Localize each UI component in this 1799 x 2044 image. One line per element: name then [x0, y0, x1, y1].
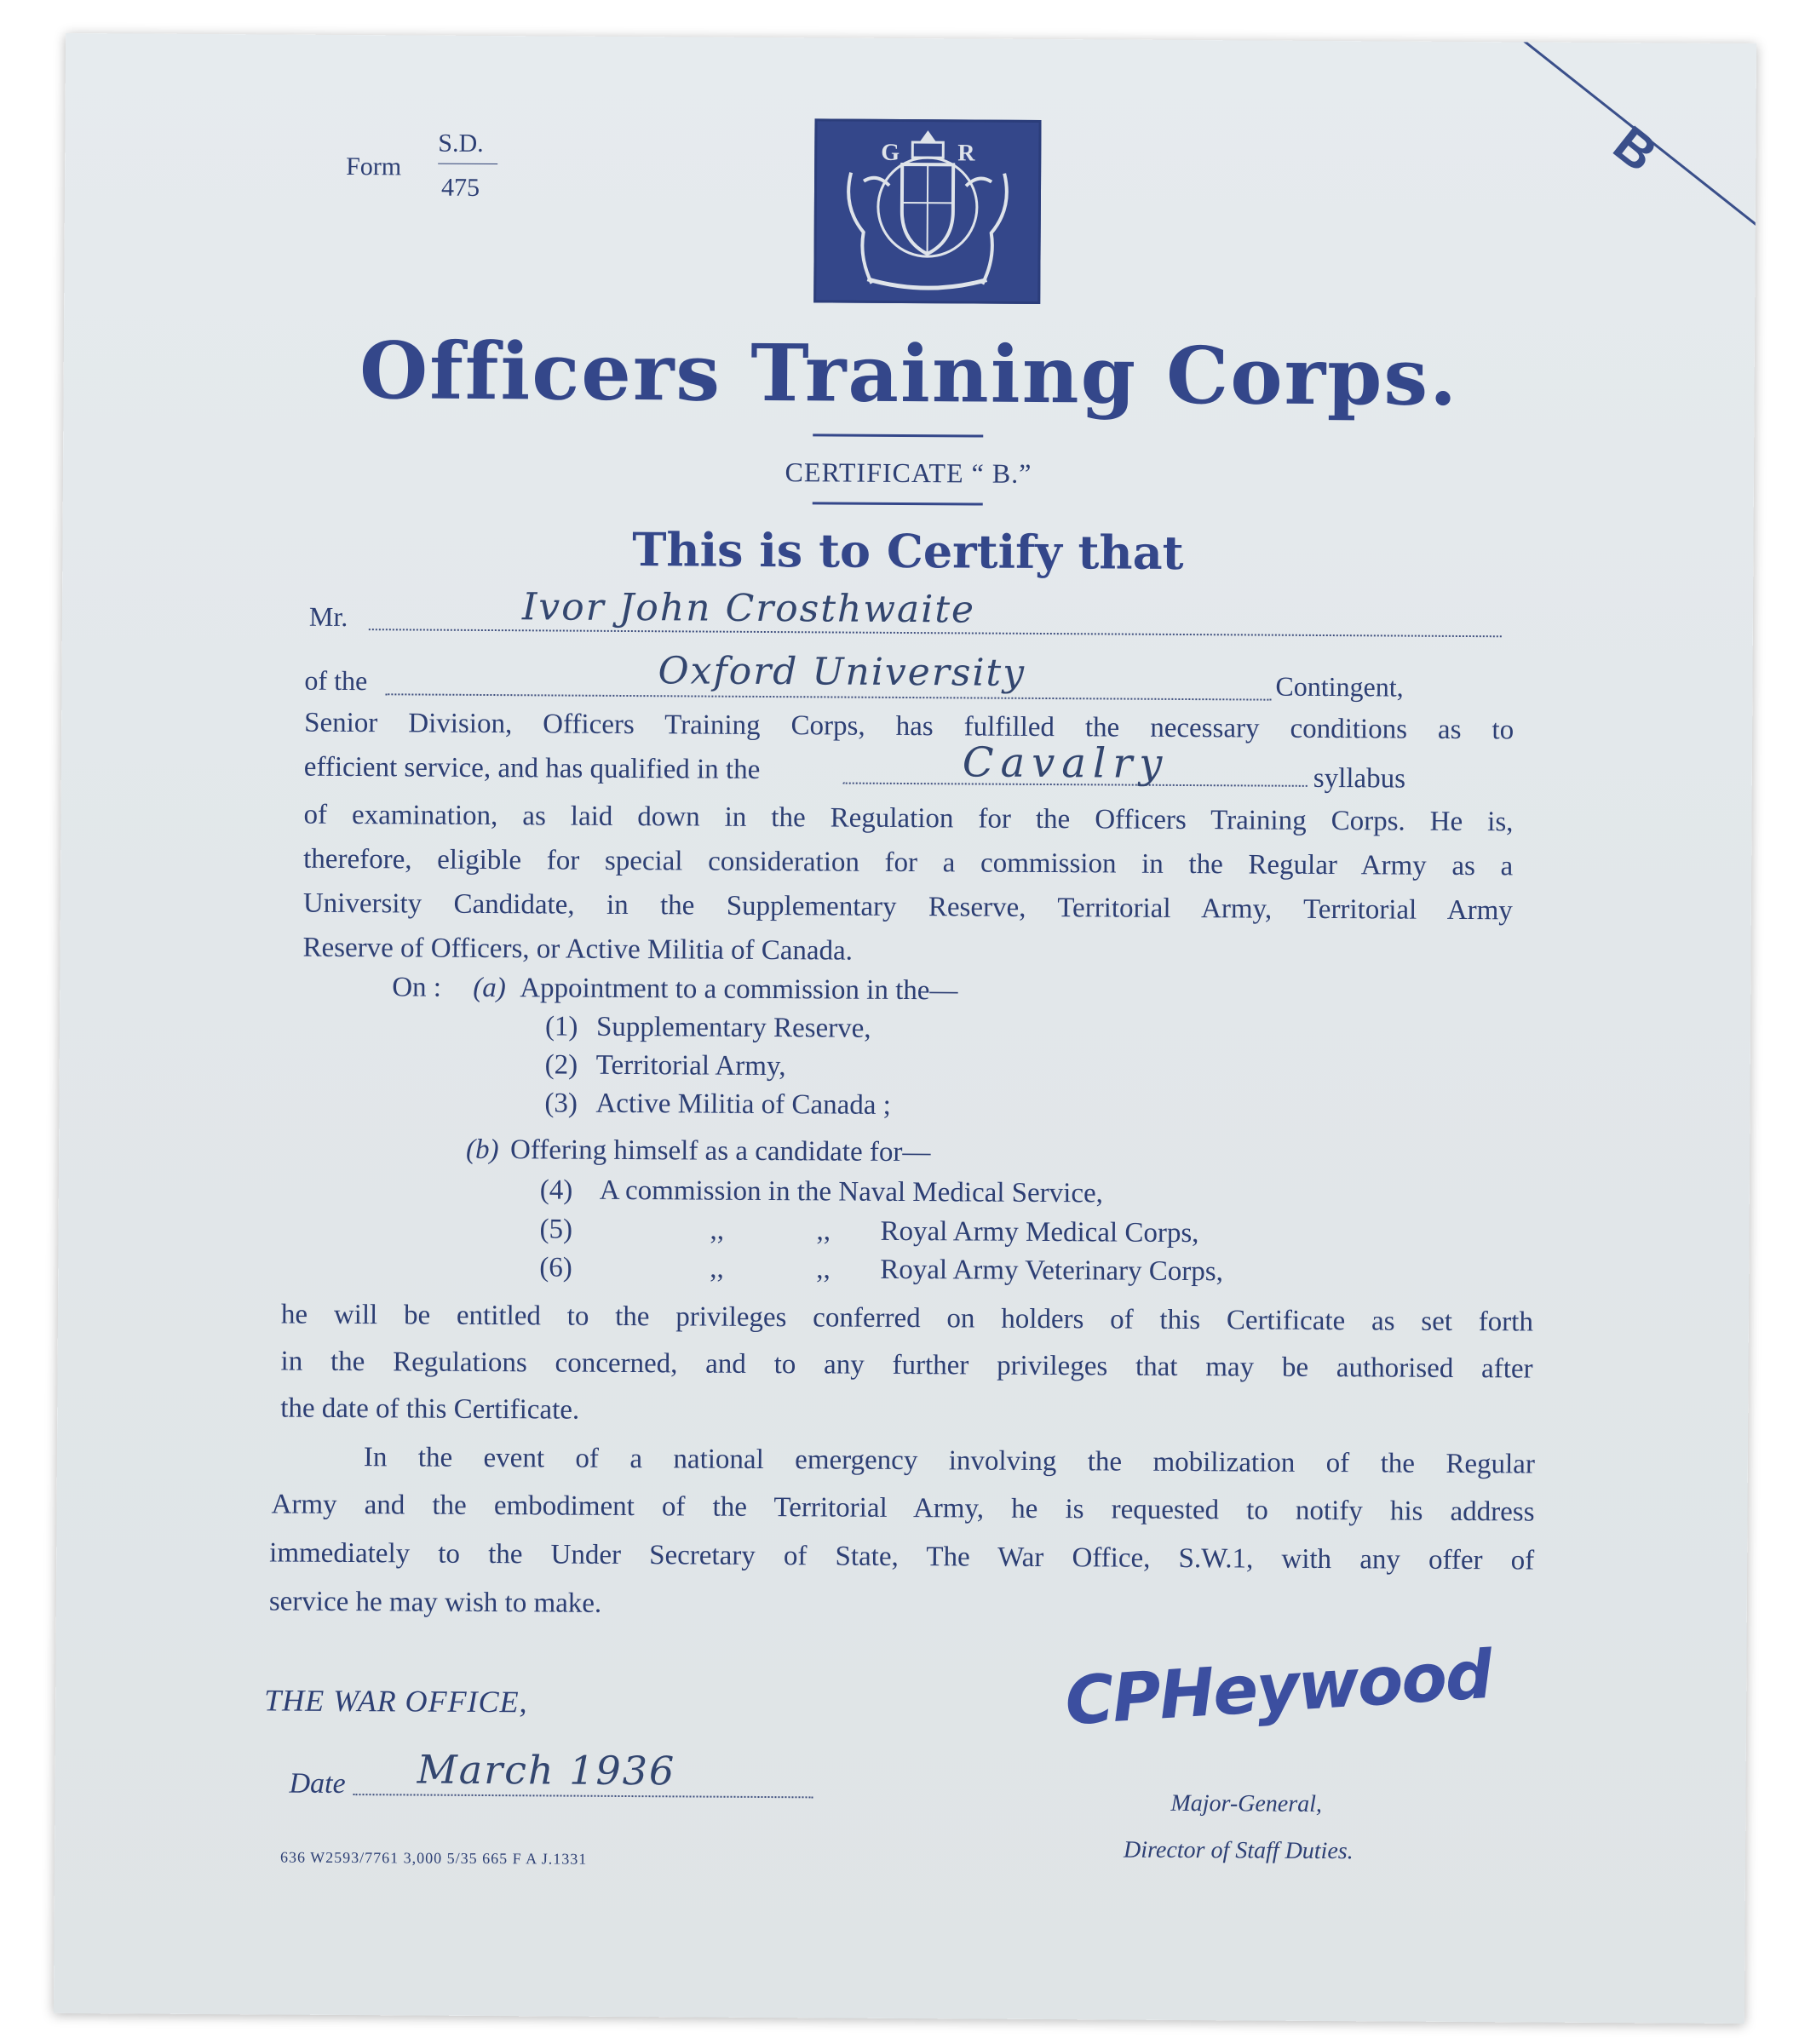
body-line: immediately to the Under Secretary of State, The War Office, S.W.1, with any offer of [269, 1537, 1535, 1576]
clause-item-text: Territorial Army, [595, 1049, 786, 1082]
ditto-mark: ,, [710, 1253, 724, 1284]
document-title: Officers Training Corps. [359, 324, 1459, 423]
date-value: March 1936 [417, 1746, 676, 1794]
body-line: he will be entitled to the privileges conferred on holders of this Certificate as set forth [280, 1299, 1534, 1338]
signatory-title: Director of Staff Duties. [1124, 1836, 1354, 1865]
clause-item-number: (3) [544, 1088, 578, 1119]
clause-item-number: (4) [539, 1174, 573, 1206]
title-divider-bottom [813, 502, 983, 505]
clause-a-text: Appointment to a commission in the— [520, 973, 958, 1007]
form-number-value: 475 [440, 173, 480, 202]
name-value: Ivor John Crosthwaite [521, 585, 976, 632]
clause-a-marker: (a) [473, 972, 506, 1004]
body-line: the date of this Certificate. [280, 1392, 580, 1426]
body-line: of examination, as laid down in the Regulation for the Officers Training Corps. He is, [303, 799, 1514, 838]
body-line: in the Regulations concerned, and to any further privileges that may be authorised after [280, 1346, 1533, 1385]
body-line: Reserve of Officers, or Active Militia of Canada. [302, 932, 854, 967]
date-field [353, 1743, 813, 1798]
clause-item-text: Royal Army Medical Corps, [880, 1215, 1199, 1249]
royal-coat-of-arms-icon [813, 118, 1041, 304]
contingent-value: Oxford University [658, 649, 1026, 695]
issuing-office: THE WAR OFFICE, [264, 1683, 528, 1720]
body-line: In the event of a national emergency involving the mobilization of the Regular [363, 1442, 1535, 1480]
svg-text:R: R [957, 140, 975, 167]
clause-item-number: (2) [544, 1049, 578, 1081]
title-divider-top [813, 433, 983, 437]
svg-text:G: G [881, 139, 900, 166]
ditto-mark: ,, [710, 1214, 725, 1246]
print-code: 636 W2593/7761 3,000 5/35 665 F A J.1331 [279, 1848, 588, 1868]
contingent-suffix: Contingent, [1275, 670, 1404, 703]
clause-item-number: (1) [544, 1011, 578, 1042]
certify-heading: This is to Certify that [632, 522, 1184, 580]
certificate-paper [54, 33, 1756, 2024]
form-word: Form [346, 152, 402, 181]
syllabus-field [843, 738, 1308, 787]
body-line: therefore, eligible for special consideration for a commission in the Regular Army as a [303, 843, 1514, 882]
body-line: University Candidate, in the Supplementary Reserve, Territorial Army, Territorial Army [302, 887, 1513, 927]
clause-item-text: Active Militia of Canada ; [595, 1088, 891, 1121]
body-line: Army and the embodiment of the Territorial Army, he is requested to notify his address [271, 1489, 1535, 1528]
form-series: S.D. [438, 129, 484, 158]
clause-item-text: A commission in the Naval Medical Service, [599, 1174, 1104, 1209]
signatory-rank: Major-General, [1170, 1789, 1323, 1818]
clause-item-text: Royal Army Veterinary Corps, [880, 1254, 1224, 1288]
clause-item-text: Supplementary Reserve, [595, 1011, 871, 1044]
clause-b-text: Offering himself as a candidate for— [510, 1134, 931, 1168]
date-label: Date [289, 1767, 346, 1800]
syllabus-value: Cavalry [962, 738, 1170, 788]
ditto-mark: ,, [816, 1215, 831, 1247]
contingent-label: of the [304, 664, 368, 697]
contingent-field [385, 644, 1271, 700]
ditto-mark: ,, [816, 1254, 831, 1285]
corner-flash [1499, 42, 1756, 299]
name-field [369, 584, 1502, 637]
syllabus-prefix: efficient service, and has qualified in the [303, 751, 761, 785]
clause-item-number: (6) [539, 1252, 572, 1283]
clause-b-marker: (b) [466, 1134, 499, 1166]
body-line: service he may wish to make. [268, 1586, 602, 1619]
on-label: On : [392, 972, 442, 1003]
clause-item-number: (5) [539, 1214, 573, 1245]
corner-letter: B [1602, 114, 1668, 183]
signature: CPHeywood [1062, 1636, 1494, 1741]
body-line: Senior Division, Officers Training Corps, has fulfilled the necessary conditions as to [304, 707, 1514, 746]
certificate-label: CERTIFICATE “ B.” [785, 456, 1032, 489]
syllabus-suffix: syllabus [1313, 762, 1406, 795]
name-label: Mr. [308, 600, 348, 632]
